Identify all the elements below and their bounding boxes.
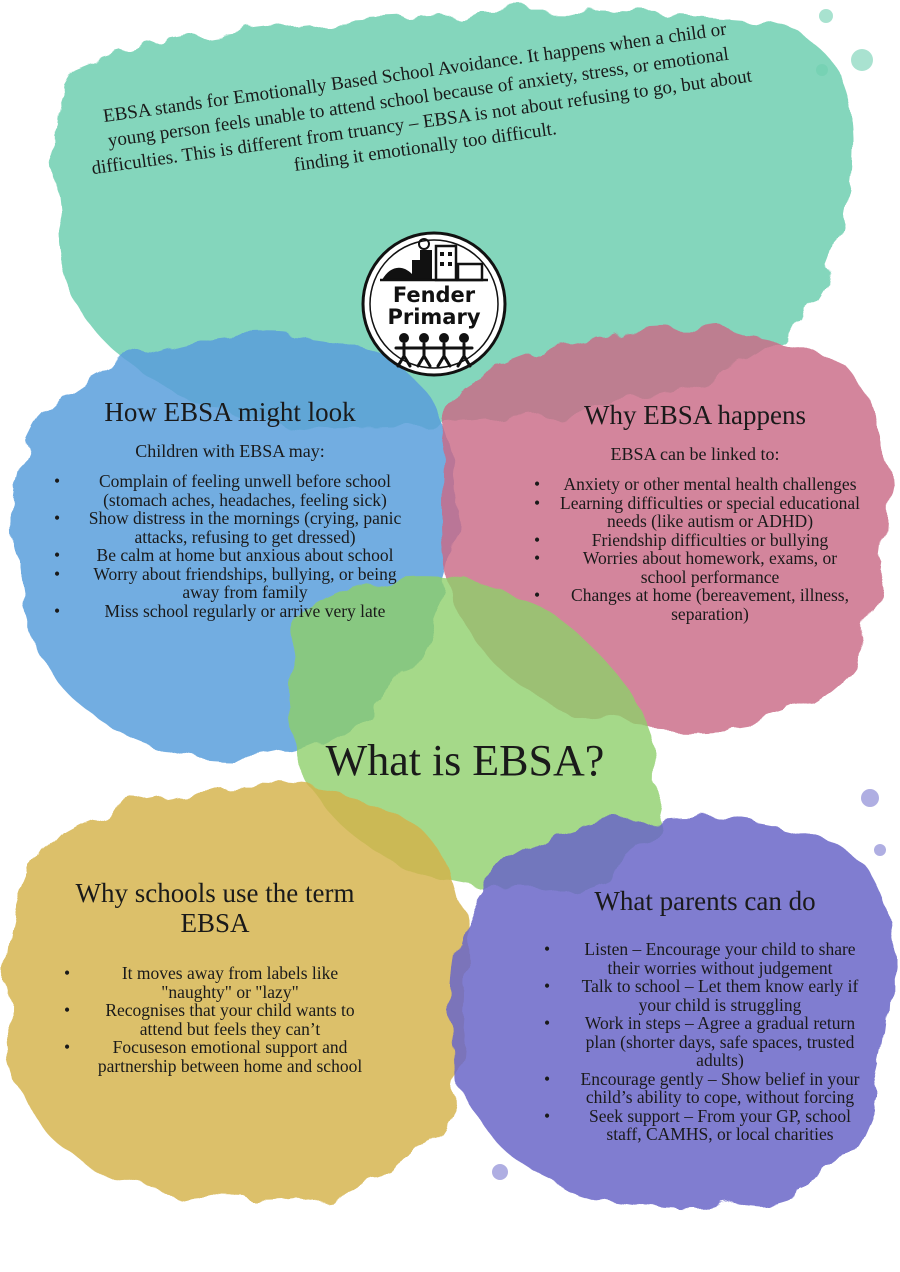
list-item: • Worry about friendships, bullying, or being away from family xyxy=(74,565,410,602)
list-item: • Learning difficulties or special educational needs (like autism or ADHD) xyxy=(554,494,860,531)
list-item: • Miss school regularly or arrive very late xyxy=(74,602,410,621)
list-item: • Recognises that your child wants to attend but feels they can’t xyxy=(84,1001,370,1038)
list-item: • Worries about homework, exams, or school performance xyxy=(554,549,860,586)
logo-line-2: Primary xyxy=(387,305,481,329)
bullet-list xyxy=(50,472,410,620)
section-why-ebsa-happens xyxy=(530,400,860,623)
list-item: • Be calm at home but anxious about school xyxy=(74,546,410,565)
section-heading: Why EBSA happens xyxy=(584,400,806,430)
intro-paragraph: EBSA stands for Emotionally Based School Avoidance. It happens when a child or young person feels unable to attend school because of anxiety, stress, or emotional difficulties. This is different from truancy – EBSA is not about refusing to go, but about finding it emotionally too difficult. xyxy=(90,18,754,180)
list-item: • Encourage gently – Show belief in your child’s ability to cope, without forcing xyxy=(564,1070,870,1107)
section-how-ebsa-might-look xyxy=(50,397,410,620)
list-item: • Friendship difficulties or bullying xyxy=(554,531,860,550)
school-logo xyxy=(360,230,508,378)
page-title: What is EBSA? xyxy=(325,736,605,785)
list-item: • Talk to school – Let them know early if your child is struggling xyxy=(564,977,870,1014)
logo-line-1: Fender xyxy=(392,283,476,307)
list-item: • Work in steps – Agree a gradual return plan (shorter days, safe spaces, trusted adults) xyxy=(564,1014,870,1070)
list-item: • Listen – Encourage your child to share their worries without judgement xyxy=(564,940,870,977)
section-what-parents-can-do xyxy=(540,886,870,1144)
bullet-list xyxy=(540,940,870,1144)
list-item: • Show distress in the mornings (crying, panic attacks, refusing to get dressed) xyxy=(74,509,410,546)
section-heading: What parents can do xyxy=(594,886,816,916)
section-subtitle: EBSA can be linked to: xyxy=(610,444,780,464)
section-subtitle: Children with EBSA may: xyxy=(135,441,325,461)
section-heading: Why schools use the term EBSA xyxy=(75,878,355,938)
list-item: • It moves away from labels like "naughty" or "lazy" xyxy=(84,964,370,1001)
list-item: • Focuseson emotional support and partnership between home and school xyxy=(84,1038,370,1075)
section-heading: How EBSA might look xyxy=(104,397,356,427)
paint-splatters xyxy=(816,9,873,76)
list-item: • Anxiety or other mental health challenges xyxy=(554,475,860,494)
list-item: • Seek support – From your GP, school staff, CAMHS, or local charities xyxy=(564,1107,870,1144)
list-item: • Changes at home (bereavement, illness, separation) xyxy=(554,586,860,623)
section-why-schools-use-term xyxy=(60,878,370,1075)
bullet-list xyxy=(530,475,860,623)
list-item: • Complain of feeling unwell before school (stomach aches, headaches, feeling sick) xyxy=(74,472,410,509)
bullet-list xyxy=(60,964,370,1075)
